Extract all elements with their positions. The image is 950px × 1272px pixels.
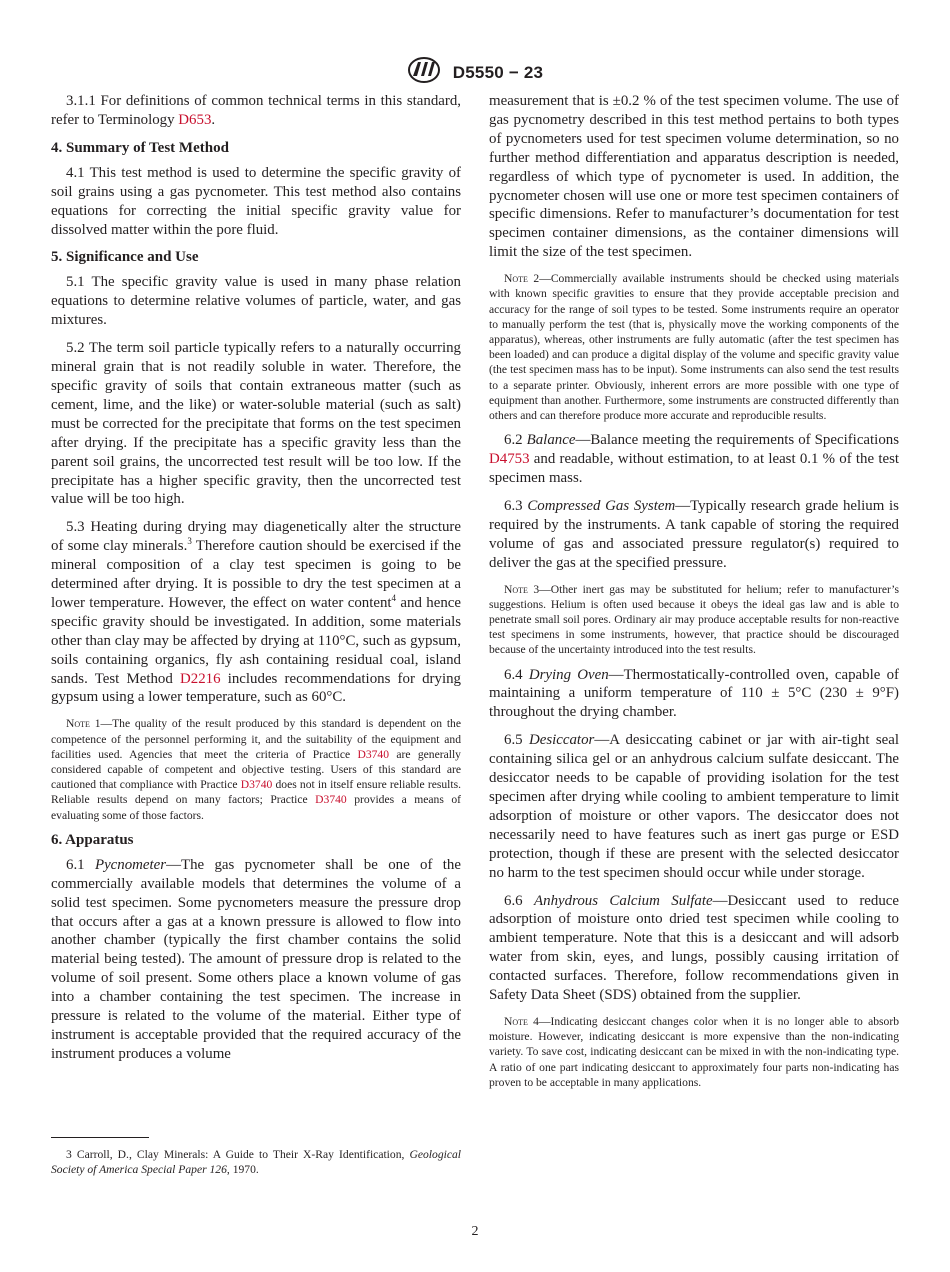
footnote-divider	[51, 1137, 149, 1138]
paragraph-6-4: 6.4 Drying Oven—Thermostatically-controlled oven, capable of maintaining a uniform temperature of 110 ± 5°C (230 ± 9°F) throughout the drying chamber.	[489, 666, 899, 721]
reference-link-d3740[interactable]: D3740	[357, 747, 390, 761]
note-1: Note 1—The quality of the result produced by this standard is dependent on the competence of the personnel performing it, and the suitability of the equipment and facilities used. Agencies that meet the criteria of Practice D3740 are generally considered capable of competent and objective testing. Users of this standard are cautioned that compliance with Practice D3740 does not in itself ensure reliable results. Reliable results depend on many factors; Practice D3740 provides a means of evaluating some of those factors.	[51, 717, 461, 822]
reference-link-d3740[interactable]: D3740	[240, 778, 273, 792]
paragraph-5-1: 5.1 The specific gravity value is used in many phase relation equations to determine relative volumes of particle, water, and gas mixtures.	[51, 274, 461, 329]
left-column	[51, 92, 461, 1073]
note-4: Note 4—Indicating desiccant changes color when it is no longer able to absorb moisture. However, indicating desiccant is more expensive than the non-indicating variety. To save cost, indicating desiccant can be mixed in with the non-indicating type. A ratio of one part indicating desiccant to approximately four parts non-indicating has proven to be acceptable in many applications.	[489, 1014, 899, 1089]
right-column	[489, 92, 899, 1098]
paragraph-6-3: 6.3 Compressed Gas System—Typically research grade helium is required by the instruments. A tank capable of storing the required volume of gas and associated pressure regulator(s) required to deliver the gas at the specified pressure.	[489, 497, 899, 571]
paragraph-6-2: 6.2 Balance—Balance meeting the requirements of Specifications D4753 and readable, without estimation, to at least 0.1 % of the test specimen mass.	[489, 432, 900, 486]
reference-link-d653[interactable]: D653	[178, 111, 212, 128]
reference-link-d4753[interactable]: D4753	[489, 451, 530, 468]
paragraph-3-1-1: 3.1.1 For definitions of common technical terms in this standard, refer to Terminology D653.	[51, 93, 461, 128]
section-heading-5: 5. Significance and Use	[51, 249, 199, 266]
paragraph-6-1: 6.1 Pycnometer—The gas pycnometer shall be one of the commercially available models that determines the volume of a solid test specimen. Some pycnometers measure the pressure drop that occurs after a gas at a known pressure is allowed to flow into another chamber (typically the first chamber contains the solid material being tested). The amount of pressure drop is related to the volume of soil present. Some others place a known volume of gas into a chamber containing the test specimen. The increase in pressure is related to the volume of the material. Either type of instrument is acceptable provided that the required accuracy of the instrument produces a volume	[51, 856, 461, 1062]
footnote-3: 3 Carroll, D., Clay Minerals: A Guide to Their X-Ray Identification, Geological Society of America Special Paper 126, 1970.	[51, 1148, 461, 1177]
page-number: 2	[471, 1224, 479, 1239]
section-heading-6: 6. Apparatus	[51, 831, 134, 848]
footnote-marker-3[interactable]: 3	[187, 536, 192, 547]
reference-link-d2216[interactable]: D2216	[180, 670, 221, 687]
note-2: Note 2—Commercially available instruments should be checked using materials with known specific gravities to ensure that they provide acceptable precision and accuracy for the range of soil types to be tested. Some instruments require an operator to manually perform the test (that is, physically move the working components of the apparatus), whereas, other instruments are fully automatic (after the test specimen has been loaded) and can produce a digital display of the volume and specific gravity value (the test specimen mass has to be input). Some instruments can also send the test results to a separate printer. Obviously, inherent errors are more possible with one type of equipment than another. Furthermore, some instruments are constructed differently than others and can therefore produce more accurate and reproducible results.	[489, 272, 899, 422]
paragraph-6-6: 6.6 Anhydrous Calcium Sulfate—Desiccant used to reduce adsorption of moisture onto dried test specimen while cooling to ambient temperature. Note that this is a desiccant and will adsorb water from skin, eyes, and lungs, possibly causing irritation of contacted surfaces. Therefore, follow recommendations given in Safety Data Sheet (SDS) obtained from the supplier.	[489, 892, 900, 1004]
section-heading-4: 4. Summary of Test Method	[51, 139, 229, 156]
page-header	[0, 56, 950, 89]
footnote-marker-4[interactable]: 4	[391, 592, 397, 603]
paragraph-5-3: 5.3 Heating during drying may diagenetically alter the structure of some clay minerals.$^3$ Therefore caution should be exercised if the mineral composition of a clay test specimen is going to be determined after drying. It is possible to dry the test specimen at a lower temperature. However, the effect on water content$^4$ and hence specific gravity should be investigated. In addition, some materials other than clay may be affected by drying at 110°C, such as gypsum, soils containing organics, fly ash containing residual coal, island sands. Test Method D2216 includes recommendations for drying gypsum using a lower temperature, such as 60°C.	[51, 519, 461, 706]
paragraph-6-1-continued: measurement that is ±0.2 % of the test specimen volume. The use of gas pycnometry described in this test method pertains to both types of pycnometers used for test specimen volume determination, so no further method differentiation and apparatus description is needed, regardless of which type of pycnometer is used. In addition, the pycnometer chosen will use one or more test specimen containers of specific dimensions. Refer to manufacturer’s documentation for test specimen container dimensions, as the container dimensions will limit the size of the test specimen.	[489, 93, 899, 261]
paragraph-5-2: 5.2 The term soil particle typically refers to a naturally occurring mineral grain that is not readily soluble in water. Therefore, the specific gravity of soils that contain extraneous matter (such as cement, lime, and the like) or water-soluble material (such as salt) must be corrected for the precipitate that forms on the test specimen after drying. If the precipitate has a specific gravity less than the parent soil grains, the uncorrected test result will be too low. If the precipitate has a higher specific gravity, then the uncorrected test value will be too high.	[51, 340, 461, 508]
note-3: Note 3—Other inert gas may be substituted for helium; refer to manufacturer’s suggestions. Helium is often used because it obeys the ideal gas law and is able to penetrate small soil pores. Ordinary air may produce acceptable results for non-reactive test specimens in some instruments, however, that practice should be discouraged because of the uncertainty introduced into the test results.	[489, 582, 899, 657]
paragraph-4-1: 4.1 This test method is used to determine the specific gravity of soil grains using a gas pycnometer. This test method also contains equations for correcting the initial specific gravity value for dissolved matter within the pore fluid.	[51, 164, 461, 238]
reference-link-d3740[interactable]: D3740	[315, 793, 347, 807]
astm-logo-icon	[407, 56, 441, 89]
paragraph-6-5: 6.5 Desiccator—A desiccating cabinet or jar with air-tight seal containing silica gel or an anhydrous calcium sulfate desiccant. The desiccator needs to be capable of providing isolation for the test specimen after drying while cooling to ambient temperature to limit adsorption of moisture or other vapors. The desiccator does not necessarily need to have features such as inert gas purge or ESD protection, though if these are present with the selected desiccator no harm to the test specimen should occur while under storage.	[489, 732, 899, 881]
document-designation: D5550 − 23	[452, 62, 544, 82]
